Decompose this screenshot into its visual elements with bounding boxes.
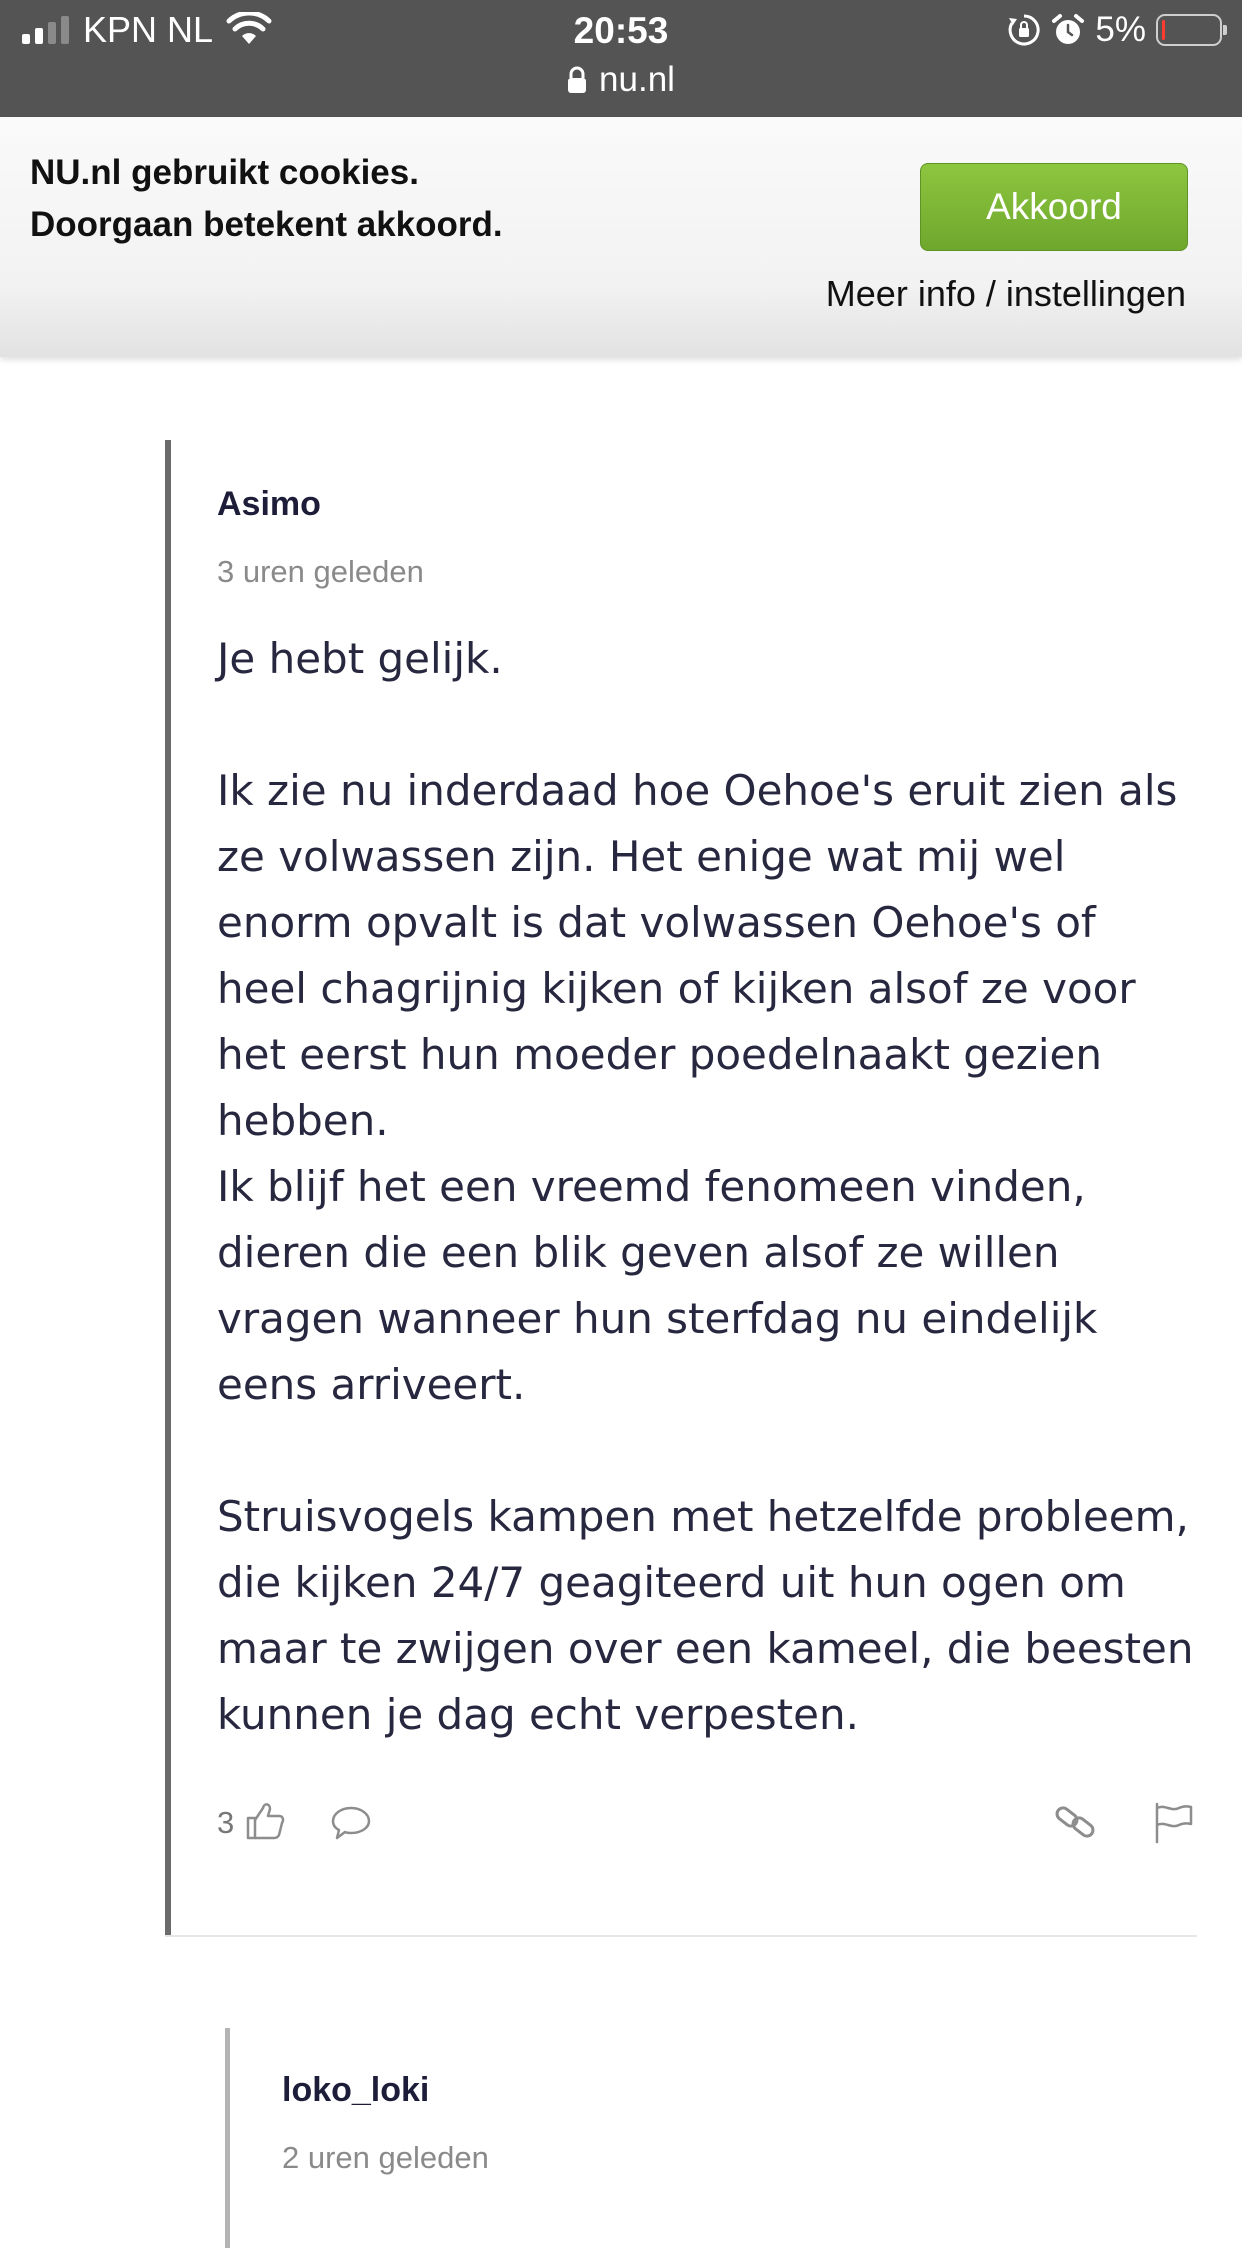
battery-percentage: 5% bbox=[1095, 10, 1146, 49]
comment-divider bbox=[165, 1935, 1197, 1937]
thumbs-up-icon[interactable] bbox=[243, 1798, 287, 1842]
comment-author[interactable]: loko_loki bbox=[282, 2071, 430, 2109]
like-count: 3 bbox=[217, 1805, 235, 1840]
comment-paragraph: Struisvogels kampen met hetzelfde probleem, die kijken 24/7 geagiteerd uit hun ogen om maar te zwijgen over een kameel, die beesten kunnen je dag echt verpesten. bbox=[217, 1492, 1194, 1739]
comment bbox=[225, 2028, 1220, 2248]
address-bar[interactable] bbox=[0, 60, 1242, 100]
report-flag-icon[interactable] bbox=[1151, 1800, 1195, 1844]
carrier-name: KPN NL bbox=[83, 9, 214, 50]
comment bbox=[165, 440, 1203, 1936]
comment-actions bbox=[217, 1798, 1197, 1848]
cookie-banner bbox=[0, 117, 1242, 357]
comment-body bbox=[217, 626, 1197, 1748]
status-bar bbox=[0, 0, 1242, 117]
rotation-lock-icon bbox=[1007, 13, 1041, 47]
page-url: nu.nl bbox=[599, 60, 675, 99]
link-icon[interactable] bbox=[1053, 1800, 1097, 1844]
comment-paragraph: Ik zie nu inderdaad hoe Oehoe's eruit zien als ze volwassen zijn. Het enige wat mij wel enorm opvalt is dat volwassen Oehoe's of heel chagrijnig kijken of kijken alsof ze voor het eerst hun moeder poedelnaakt gezien hebben. bbox=[217, 766, 1178, 1145]
cookie-message-line-2: Doorgaan betekent akkoord. bbox=[30, 205, 503, 244]
reply-icon[interactable] bbox=[329, 1800, 373, 1844]
alarm-icon bbox=[1051, 13, 1085, 47]
cookie-message-line-1: NU.nl gebruikt cookies. bbox=[30, 153, 419, 192]
status-time: 20:53 bbox=[573, 10, 669, 51]
comment-author[interactable]: Asimo bbox=[217, 485, 321, 523]
comment-paragraph: Ik blijf het een vreemd fenomeen vinden, dieren die een blik geven alsof ze willen vragen wanneer hun sterfdag nu eindelijk eens arriveert. bbox=[217, 1162, 1098, 1409]
status-icons bbox=[1007, 12, 1222, 48]
lock-icon bbox=[567, 66, 587, 94]
comment-timestamp: 3 uren geleden bbox=[217, 554, 424, 589]
accept-cookies-button[interactable]: Akkoord bbox=[920, 163, 1188, 251]
cookie-settings-link[interactable]: Meer info / instellingen bbox=[825, 273, 1186, 314]
comment-timestamp: 2 uren geleden bbox=[282, 2140, 489, 2175]
battery-icon bbox=[1156, 14, 1222, 46]
battery-level bbox=[1162, 20, 1165, 40]
comment-paragraph: Je hebt gelijk. bbox=[217, 634, 503, 683]
